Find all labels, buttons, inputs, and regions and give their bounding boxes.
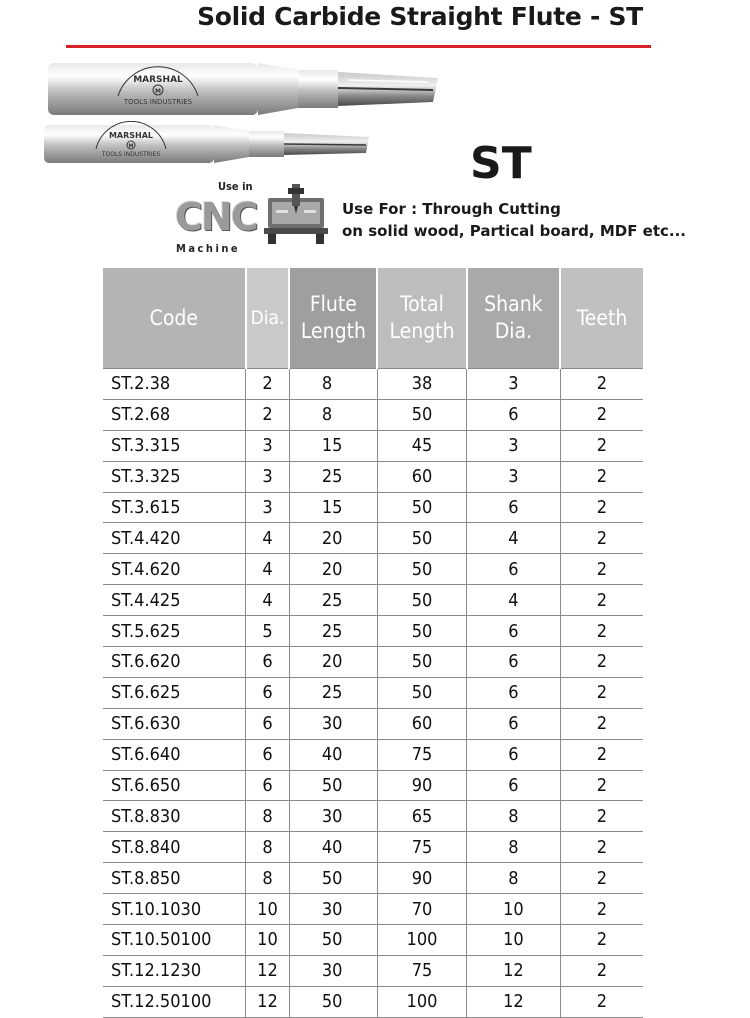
brand-emblem-letter-2: M: [128, 143, 134, 150]
cell-code: ST.8.850: [103, 863, 246, 894]
cell-flute-length: 8: [289, 369, 377, 400]
cell-code: ST.4.620: [103, 554, 246, 585]
cell-code: ST.6.625: [103, 677, 246, 708]
table-row: [103, 770, 643, 801]
cell-dia: 8: [246, 832, 290, 863]
machine-label: Machine: [176, 242, 241, 255]
table-row: [103, 863, 643, 894]
cell-shank-dia: 6: [467, 677, 561, 708]
cell-total-length: 75: [377, 955, 466, 986]
cell-total-length: 50: [377, 399, 466, 430]
cell-flute-length: 20: [289, 647, 377, 678]
cell-shank-dia: 6: [467, 708, 561, 739]
cell-dia: 3: [246, 461, 290, 492]
cell-teeth: 2: [560, 739, 643, 770]
router-bit-image-short: [44, 121, 374, 167]
table-row: [103, 399, 643, 430]
cell-total-length: 50: [377, 554, 466, 585]
cell-shank-dia: 8: [467, 801, 561, 832]
cell-dia: 6: [246, 708, 290, 739]
cell-code: ST.5.625: [103, 616, 246, 647]
header-total-2: Length: [389, 319, 455, 343]
cell-dia: 12: [246, 955, 290, 986]
cell-teeth: 2: [560, 461, 643, 492]
table-row: [103, 708, 643, 739]
cell-flute-length: 25: [289, 585, 377, 616]
cell-teeth: 2: [560, 955, 643, 986]
cell-shank-dia: 6: [467, 399, 561, 430]
cell-flute-length: 15: [289, 492, 377, 523]
brand-name-2: MARSHAL: [108, 131, 154, 140]
cell-shank-dia: 8: [467, 863, 561, 894]
cell-total-length: 100: [377, 925, 466, 956]
cell-total-length: 100: [377, 986, 466, 1017]
use-for-description: [342, 198, 686, 242]
cell-code: ST.10.50100: [103, 925, 246, 956]
cell-code: ST.3.615: [103, 492, 246, 523]
table-row: [103, 925, 643, 956]
table-row: [103, 461, 643, 492]
cell-dia: 6: [246, 647, 290, 678]
table-row: [103, 523, 643, 554]
cell-flute-length: 50: [289, 925, 377, 956]
cell-total-length: 50: [377, 492, 466, 523]
cell-teeth: 2: [560, 986, 643, 1017]
cell-dia: 2: [246, 399, 290, 430]
cell-total-length: 50: [377, 585, 466, 616]
cell-flute-length: 30: [289, 801, 377, 832]
table-row: [103, 894, 643, 925]
cell-code: ST.4.425: [103, 585, 246, 616]
cell-shank-dia: 6: [467, 739, 561, 770]
cell-total-length: 50: [377, 616, 466, 647]
cell-flute-length: 15: [289, 430, 377, 461]
cell-total-length: 50: [377, 523, 466, 554]
cell-shank-dia: 10: [467, 894, 561, 925]
cell-code: ST.10.1030: [103, 894, 246, 925]
cell-teeth: 2: [560, 647, 643, 678]
cell-teeth: 2: [560, 554, 643, 585]
cell-teeth: 2: [560, 369, 643, 400]
cell-flute-length: 50: [289, 863, 377, 894]
cell-flute-length: 20: [289, 523, 377, 554]
cell-flute-length: 25: [289, 677, 377, 708]
header-shank-1: Shank: [484, 292, 543, 316]
cell-dia: 2: [246, 369, 290, 400]
cell-shank-dia: 3: [467, 369, 561, 400]
brand-name: MARSHAL: [133, 75, 183, 85]
cell-total-length: 75: [377, 832, 466, 863]
cell-teeth: 2: [560, 585, 643, 616]
cell-shank-dia: 12: [467, 955, 561, 986]
cell-teeth: 2: [560, 523, 643, 554]
header-flute-length: [289, 268, 377, 369]
cell-dia: 8: [246, 863, 290, 894]
cell-total-length: 50: [377, 647, 466, 678]
cell-flute-length: 8: [289, 399, 377, 430]
cell-shank-dia: 8: [467, 832, 561, 863]
table-row: [103, 492, 643, 523]
cell-total-length: 45: [377, 430, 466, 461]
cell-code: ST.8.840: [103, 832, 246, 863]
cell-total-length: 60: [377, 708, 466, 739]
table-row: [103, 955, 643, 986]
cell-total-length: 60: [377, 461, 466, 492]
cell-code: ST.2.38: [103, 369, 246, 400]
use-in-label: Use in: [218, 180, 253, 193]
cell-total-length: 90: [377, 770, 466, 801]
cell-flute-length: 50: [289, 986, 377, 1017]
cell-shank-dia: 10: [467, 925, 561, 956]
cell-total-length: 90: [377, 863, 466, 894]
cell-dia: 3: [246, 430, 290, 461]
cell-shank-dia: 3: [467, 430, 561, 461]
cell-teeth: 2: [560, 399, 643, 430]
cell-code: ST.12.1230: [103, 955, 246, 986]
header-total-length: [377, 268, 466, 369]
cell-teeth: 2: [560, 770, 643, 801]
cell-code: ST.2.68: [103, 399, 246, 430]
cell-teeth: 2: [560, 708, 643, 739]
cell-dia: 3: [246, 492, 290, 523]
cell-teeth: 2: [560, 677, 643, 708]
cell-dia: 6: [246, 770, 290, 801]
header-flute-1: Flute: [309, 292, 357, 316]
cell-dia: 8: [246, 801, 290, 832]
cell-total-length: 65: [377, 801, 466, 832]
cell-shank-dia: 4: [467, 523, 561, 554]
cell-teeth: 2: [560, 430, 643, 461]
table-row: [103, 739, 643, 770]
cell-shank-dia: 3: [467, 461, 561, 492]
cnc-logo: CNC: [175, 195, 257, 239]
use-for-line-2: on solid wood, Partical board, MDF etc...: [342, 222, 687, 240]
cell-total-length: 38: [377, 369, 466, 400]
cell-code: ST.6.620: [103, 647, 246, 678]
cell-total-length: 75: [377, 739, 466, 770]
cell-dia: 10: [246, 894, 290, 925]
cell-dia: 4: [246, 523, 290, 554]
cell-shank-dia: 6: [467, 647, 561, 678]
cell-code: ST.8.830: [103, 801, 246, 832]
table-header-row: [103, 268, 643, 369]
cell-code: ST.3.325: [103, 461, 246, 492]
header-shank-2: Dia.: [494, 319, 533, 343]
cell-shank-dia: 4: [467, 585, 561, 616]
cell-total-length: 70: [377, 894, 466, 925]
table-row: [103, 616, 643, 647]
header-dia: Dia.: [246, 268, 290, 369]
title-underline: [66, 45, 651, 48]
cell-teeth: 2: [560, 616, 643, 647]
product-code-heading: ST: [470, 138, 532, 189]
cell-flute-length: 25: [289, 461, 377, 492]
cell-flute-length: 30: [289, 894, 377, 925]
cell-shank-dia: 6: [467, 492, 561, 523]
header-code: Code: [103, 268, 246, 369]
table-row: [103, 430, 643, 461]
cell-teeth: 2: [560, 832, 643, 863]
cell-code: ST.3.315: [103, 430, 246, 461]
cell-shank-dia: 6: [467, 616, 561, 647]
use-for-line-1: Use For : Through Cutting: [342, 200, 561, 218]
cell-code: ST.12.50100: [103, 986, 246, 1017]
cell-code: ST.6.640: [103, 739, 246, 770]
cell-flute-length: 40: [289, 739, 377, 770]
page-title: Solid Carbide Straight Flute - ST: [197, 2, 643, 31]
cell-teeth: 2: [560, 863, 643, 894]
cell-flute-length: 40: [289, 832, 377, 863]
cell-flute-length: 25: [289, 616, 377, 647]
cell-teeth: 2: [560, 492, 643, 523]
cell-shank-dia: 6: [467, 554, 561, 585]
specification-table: [103, 268, 643, 1018]
brand-emblem-letter: M: [155, 88, 161, 95]
table-row: [103, 554, 643, 585]
brand-sub-2: TOOLS INDUSTRIES: [101, 151, 161, 158]
header-teeth: Teeth: [560, 268, 643, 369]
cell-flute-length: 30: [289, 955, 377, 986]
cell-teeth: 2: [560, 925, 643, 956]
cell-dia: 4: [246, 585, 290, 616]
cell-total-length: 50: [377, 677, 466, 708]
router-bit-image-long: [48, 58, 438, 120]
cell-code: ST.4.420: [103, 523, 246, 554]
cell-flute-length: 20: [289, 554, 377, 585]
cell-code: ST.6.630: [103, 708, 246, 739]
brand-sub: TOOLS INDUSTRIES: [123, 98, 193, 106]
table-body: [103, 369, 643, 1018]
table-row: [103, 585, 643, 616]
cell-dia: 12: [246, 986, 290, 1017]
cell-dia: 4: [246, 554, 290, 585]
header-shank-dia: [467, 268, 561, 369]
table-row: [103, 801, 643, 832]
table-row: [103, 986, 643, 1017]
cell-shank-dia: 6: [467, 770, 561, 801]
cell-teeth: 2: [560, 801, 643, 832]
cnc-machine-icon: [262, 182, 330, 246]
table-row: [103, 647, 643, 678]
cell-dia: 6: [246, 739, 290, 770]
cell-flute-length: 30: [289, 708, 377, 739]
cell-flute-length: 50: [289, 770, 377, 801]
table-row: [103, 369, 643, 400]
table-row: [103, 677, 643, 708]
header-flute-2: Length: [300, 319, 366, 343]
cell-code: ST.6.650: [103, 770, 246, 801]
header-total-1: Total: [400, 292, 444, 316]
cell-dia: 6: [246, 677, 290, 708]
cell-dia: 10: [246, 925, 290, 956]
cell-shank-dia: 12: [467, 986, 561, 1017]
table-row: [103, 832, 643, 863]
cell-teeth: 2: [560, 894, 643, 925]
cell-dia: 5: [246, 616, 290, 647]
